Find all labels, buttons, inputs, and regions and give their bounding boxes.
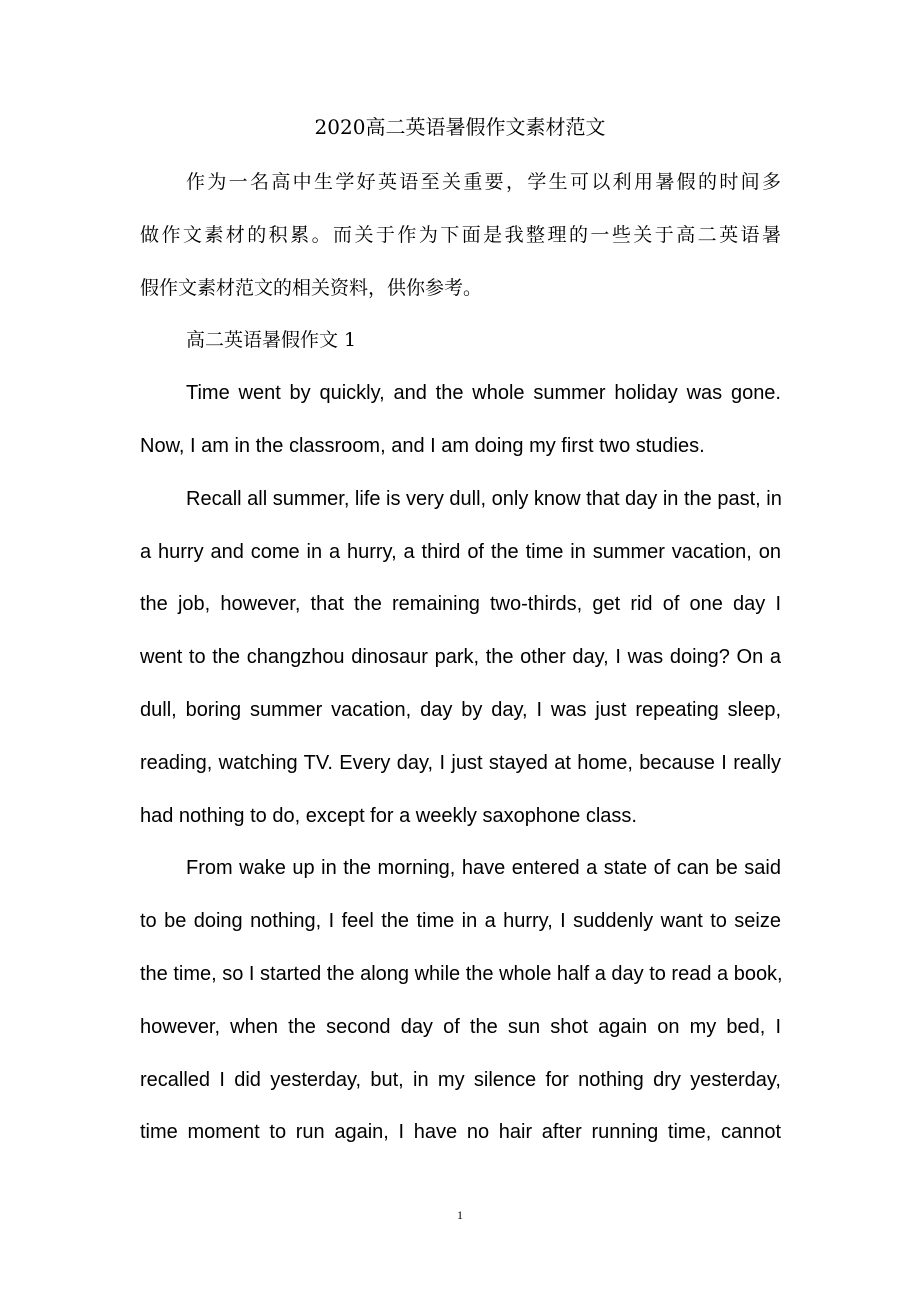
paragraph-line: 做作文素材的积累。而关于作为下面是我整理的一些关于高二英语暑 [140, 223, 781, 246]
paragraph-line: reading, watching TV. Every day, I just stayed at home, because I really [140, 751, 781, 774]
paragraph-line: Recall all summer, life is very dull, only know that day in the past, in [186, 487, 782, 510]
paragraph [140, 166, 781, 324]
document-body [140, 166, 781, 1169]
paragraph-line: had nothing to do, except for a weekly saxophone class. [140, 804, 637, 827]
paragraph-line: 假作文素材范文的相关资料，供你参考。 [140, 276, 483, 299]
paragraph [140, 483, 781, 853]
paragraph-line: Time went by quickly, and the whole summer holiday was gone. [186, 382, 781, 405]
paragraph-line: 作为一名高中生学好英语至关重要，学生可以利用暑假的时间多 [186, 171, 781, 193]
paragraph-line: 高二英语暑假作文 1 [186, 329, 357, 352]
page-number: 1 [457, 1208, 463, 1222]
paragraph [140, 324, 781, 377]
paragraph-line: time moment to run again, I have no hair after running time, cannot [140, 1121, 781, 1144]
paragraph [140, 377, 781, 483]
paragraph-line: went to the changzhou dinosaur park, the other day, I was doing? On a [140, 646, 781, 669]
paragraph-line: the time, so I started the along while the whole half a day to read a book, [140, 962, 783, 985]
paragraph [140, 852, 781, 1169]
paragraph-line: to be doing nothing, I feel the time in a hurry, I suddenly want to seize [140, 910, 781, 933]
paragraph-line: the job, however, that the remaining two-thirds, get rid of one day I [140, 593, 781, 616]
paragraph-line: a hurry and come in a hurry, a third of the time in summer vacation, on [140, 540, 781, 563]
paragraph-line: however, when the second day of the sun shot again on my bed, I [140, 1015, 781, 1038]
paragraph-line: dull, boring summer vacation, day by day, I was just repeating sleep, [140, 698, 781, 721]
document-title: 2020高二英语暑假作文素材范文 [314, 115, 606, 139]
paragraph-line: recalled I did yesterday, but, in my silence for nothing dry yesterday, [140, 1068, 781, 1091]
paragraph-line: Now, I am in the classroom, and I am doing my first two studies. [140, 434, 705, 457]
paragraph-line: From wake up in the morning, have entered a state of can be said [186, 857, 781, 880]
